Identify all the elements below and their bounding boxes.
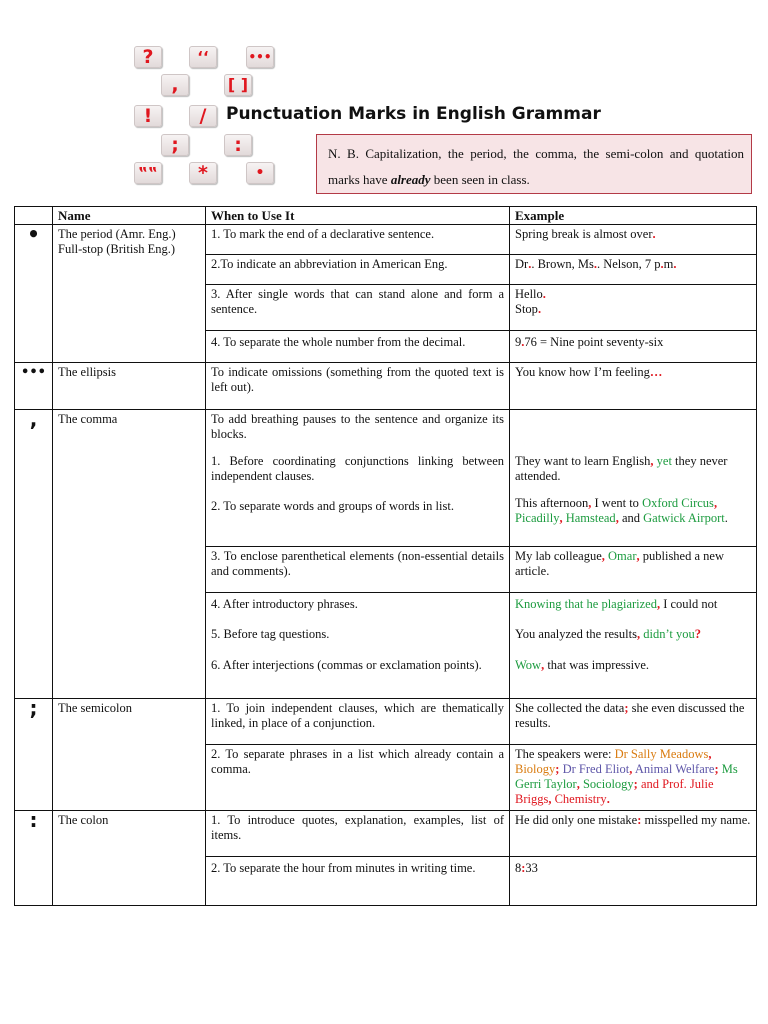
period-use-1: 1. To mark the end of a declarative sentence.: [206, 225, 510, 255]
example-text: . Nelson, 7 p: [596, 257, 661, 271]
example-text: Dr: [515, 257, 529, 271]
comma-mark: ,: [636, 627, 641, 641]
example-line: [515, 302, 751, 317]
comma-example-5: [515, 627, 751, 642]
example-highlight: Gatwick Airport: [643, 511, 725, 525]
colon-use-2: 2. To separate the hour from minutes in writing time.: [206, 857, 510, 906]
note-text-end: been seen in class.: [430, 172, 530, 187]
period-example-4: [510, 331, 757, 363]
period-mark: .: [537, 302, 542, 316]
period-name-british: Full-stop (British Eng.): [58, 242, 176, 256]
period-key-icon: •: [246, 162, 274, 184]
comma-mark: ,: [559, 511, 563, 525]
asterisk-key-icon: *: [189, 162, 217, 184]
when-header: When to Use It: [206, 207, 510, 225]
example-text: .: [724, 511, 728, 525]
comma-examples-1-2: [510, 410, 757, 547]
example-text: Hello: [515, 287, 543, 301]
note-box: [316, 134, 752, 194]
semicolon-key-icon: ;: [161, 134, 189, 156]
semicolon-name: The semicolon: [53, 699, 206, 811]
comma-example-6: [515, 658, 751, 673]
semicolon-use-1: 1. To join independent clauses, which are thematically linked, in place of a conjunction.: [206, 699, 510, 745]
example-highlight: Omar: [604, 549, 637, 563]
comma-mark: ,: [541, 658, 545, 672]
comma-mark: ,: [636, 549, 640, 563]
example-text: 9: [515, 335, 522, 349]
comma-use-3: 3. To enclose parenthetical elements (non-essential details and comments).: [206, 547, 510, 593]
period-mark: .: [606, 792, 610, 806]
ellipsis-name: The ellipsis: [53, 363, 206, 410]
ellipsis-symbol-icon: •••: [15, 363, 53, 410]
colon-example-1: [510, 811, 757, 857]
ellipsis-mark: …: [649, 365, 663, 379]
example-line: [515, 287, 751, 302]
comma-symbol-icon: ,: [15, 410, 53, 699]
example-text: He did only one mistake: [515, 813, 638, 827]
example-highlight: Biology: [515, 762, 556, 776]
ellipsis-use-1: To indicate omissions (something from the quoted text is left out).: [206, 363, 510, 410]
semicolon-use-2: 2. To separate phrases in a list which already contain a comma.: [206, 745, 510, 811]
table-header-row: [15, 207, 757, 225]
example-text: m: [663, 257, 674, 271]
example-text: This afternoon: [515, 496, 589, 510]
colon-mark: :: [637, 813, 642, 827]
example-highlight: Oxford Circus: [642, 496, 714, 510]
example-text: that was impressive.: [544, 658, 650, 672]
example-text: they never attended.: [515, 454, 728, 483]
comma-mark: ,: [615, 511, 619, 525]
example-text: 76 = Nine point seventy-six: [524, 335, 664, 349]
slash-key-icon: /: [189, 105, 217, 127]
exclamation-key-icon: !: [134, 105, 162, 127]
colon-mark: :: [521, 861, 526, 875]
table-row: [15, 225, 757, 255]
period-use-4: 4. To separate the whole number from the decimal.: [206, 331, 510, 363]
comma-example-1: [515, 454, 751, 484]
comma-mark: ,: [650, 454, 654, 468]
page-title: Punctuation Marks in English Grammar: [226, 104, 601, 124]
comma-use-5: 5. Before tag questions.: [211, 627, 330, 641]
table-row: [15, 410, 757, 547]
example-highlight: Dr Fred Eliot: [562, 762, 630, 776]
example-highlight: Julie Briggs: [515, 777, 714, 806]
example-highlight: Wow: [515, 658, 542, 672]
example-text: The speakers were:: [515, 747, 615, 761]
comma-mark: ,: [601, 549, 605, 563]
period-example-1: [510, 225, 757, 255]
comma-uses-4-6: [206, 593, 510, 699]
example-text: 8: [515, 861, 522, 875]
example-text: I went to: [591, 496, 643, 510]
colon-example-2: [510, 857, 757, 906]
semicolon-example-1: [510, 699, 757, 745]
table-row: [15, 811, 757, 857]
comma-uses-1-2: [206, 410, 510, 547]
period-use-2: 2.To indicate an abbreviation in American Eng.: [206, 255, 510, 285]
comma-example-3: [510, 547, 757, 593]
comma-mark: ,: [713, 496, 718, 510]
period-mark: .: [652, 227, 656, 241]
example-text: She collected the data: [515, 701, 625, 715]
example-highlight: Sociology: [582, 777, 634, 791]
closing-quote-key-icon: ‟‟: [134, 162, 162, 184]
colon-name: The colon: [53, 811, 206, 906]
example-highlight: Hamstead: [565, 511, 616, 525]
table-row: [15, 363, 757, 410]
example-highlight: Chemistry: [554, 792, 607, 806]
example-text: Spring break is almost over: [515, 227, 653, 241]
comma-mark: ,: [629, 762, 633, 776]
question-mark-key-icon: ?: [134, 46, 162, 68]
name-header: Name: [53, 207, 206, 225]
comma-examples-4-6: [510, 593, 757, 699]
colon-key-icon: :: [224, 134, 252, 156]
comma-mark: ,: [576, 777, 580, 791]
semicolon-mark: ;: [624, 701, 629, 715]
example-highlight: and Prof.: [637, 777, 690, 791]
example-text: 33: [525, 861, 538, 875]
period-symbol-icon: •: [15, 225, 53, 363]
example-text: she even discussed the results.: [515, 701, 745, 730]
colon-symbol-icon: :: [15, 811, 53, 906]
period-mark: .: [593, 257, 597, 271]
colon-use-1: 1. To introduce quotes, explanation, examples, list of items.: [206, 811, 510, 857]
table-row: [15, 699, 757, 745]
period-mark: .: [673, 257, 677, 271]
period-example-2: [510, 255, 757, 285]
period-example-3: [510, 285, 757, 331]
example-text: You know how I’m feeling: [515, 365, 650, 379]
example-highlight: Picadilly: [515, 511, 560, 525]
comma-mark: ,: [656, 597, 661, 611]
comma-example-4: [515, 597, 751, 612]
period-use-3: 3. After single words that can stand alone and form a sentence.: [206, 285, 510, 331]
comma-example-2: [515, 496, 751, 526]
example-header: Example: [510, 207, 757, 225]
period-mark: .: [528, 257, 532, 271]
example-highlight: yet: [653, 454, 672, 468]
comma-use-4: 4. After introductory phrases.: [211, 597, 358, 611]
example-text: published a new article.: [515, 549, 724, 578]
punctuation-table: [14, 206, 757, 906]
note-emphasis: already: [390, 172, 431, 187]
semicolon-example-2: [510, 745, 757, 811]
comma-use-1: 1. Before coordinating conjunctions linking between independent clauses.: [211, 454, 504, 483]
comma-mark: ,: [588, 496, 592, 510]
semicolon-mark: ;: [714, 762, 719, 776]
example-text: You analyzed the results: [515, 627, 637, 641]
example-highlight: Ms Gerri Taylor: [515, 762, 738, 791]
period-mark: .: [521, 335, 525, 349]
period-mark: .: [660, 257, 664, 271]
example-highlight: Knowing that he plagiarized: [515, 597, 657, 611]
note-text: N. B. Capitalization, the period, the comma, the semi-colon and quotation marks have: [328, 146, 744, 187]
example-text: . Brown, Ms: [531, 257, 594, 271]
comma-intro: To add breathing pauses to the sentence and organize its blocks.: [211, 412, 504, 441]
period-name: [53, 225, 206, 363]
example-highlight: didn’t you: [640, 627, 695, 641]
semicolon-symbol-icon: ;: [15, 699, 53, 811]
example-text: misspelled my name.: [641, 813, 751, 827]
semicolon-mark: ;: [633, 777, 638, 791]
opening-quote-key-icon: ‘‘: [189, 46, 217, 68]
example-text: My lab colleague: [515, 549, 602, 563]
example-text: Stop: [515, 302, 538, 316]
comma-key-icon: ,: [161, 74, 189, 96]
brackets-key-icon: [ ]: [224, 74, 252, 96]
comma-name: The comma: [53, 410, 206, 699]
semicolon-mark: ;: [555, 762, 560, 776]
ellipsis-example-1: [510, 363, 757, 410]
comma-use-6: 6. After interjections (commas or exclamation points).: [211, 658, 482, 672]
period-name-american: The period (Amr. Eng.): [58, 227, 176, 241]
comma-mark: ,: [708, 747, 712, 761]
ellipsis-key-icon: •••: [246, 46, 274, 68]
period-mark: .: [542, 287, 546, 301]
example-text: and: [618, 511, 644, 525]
example-text: They want to learn English: [515, 454, 651, 468]
question-mark: ?: [694, 627, 701, 641]
example-text: I could not: [660, 597, 718, 611]
example-highlight: Animal Welfare: [634, 762, 715, 776]
comma-use-2: 2. To separate words and groups of words in list.: [211, 499, 454, 513]
example-highlight: Dr Sally Meadows: [614, 747, 709, 761]
comma-mark: ,: [548, 792, 552, 806]
